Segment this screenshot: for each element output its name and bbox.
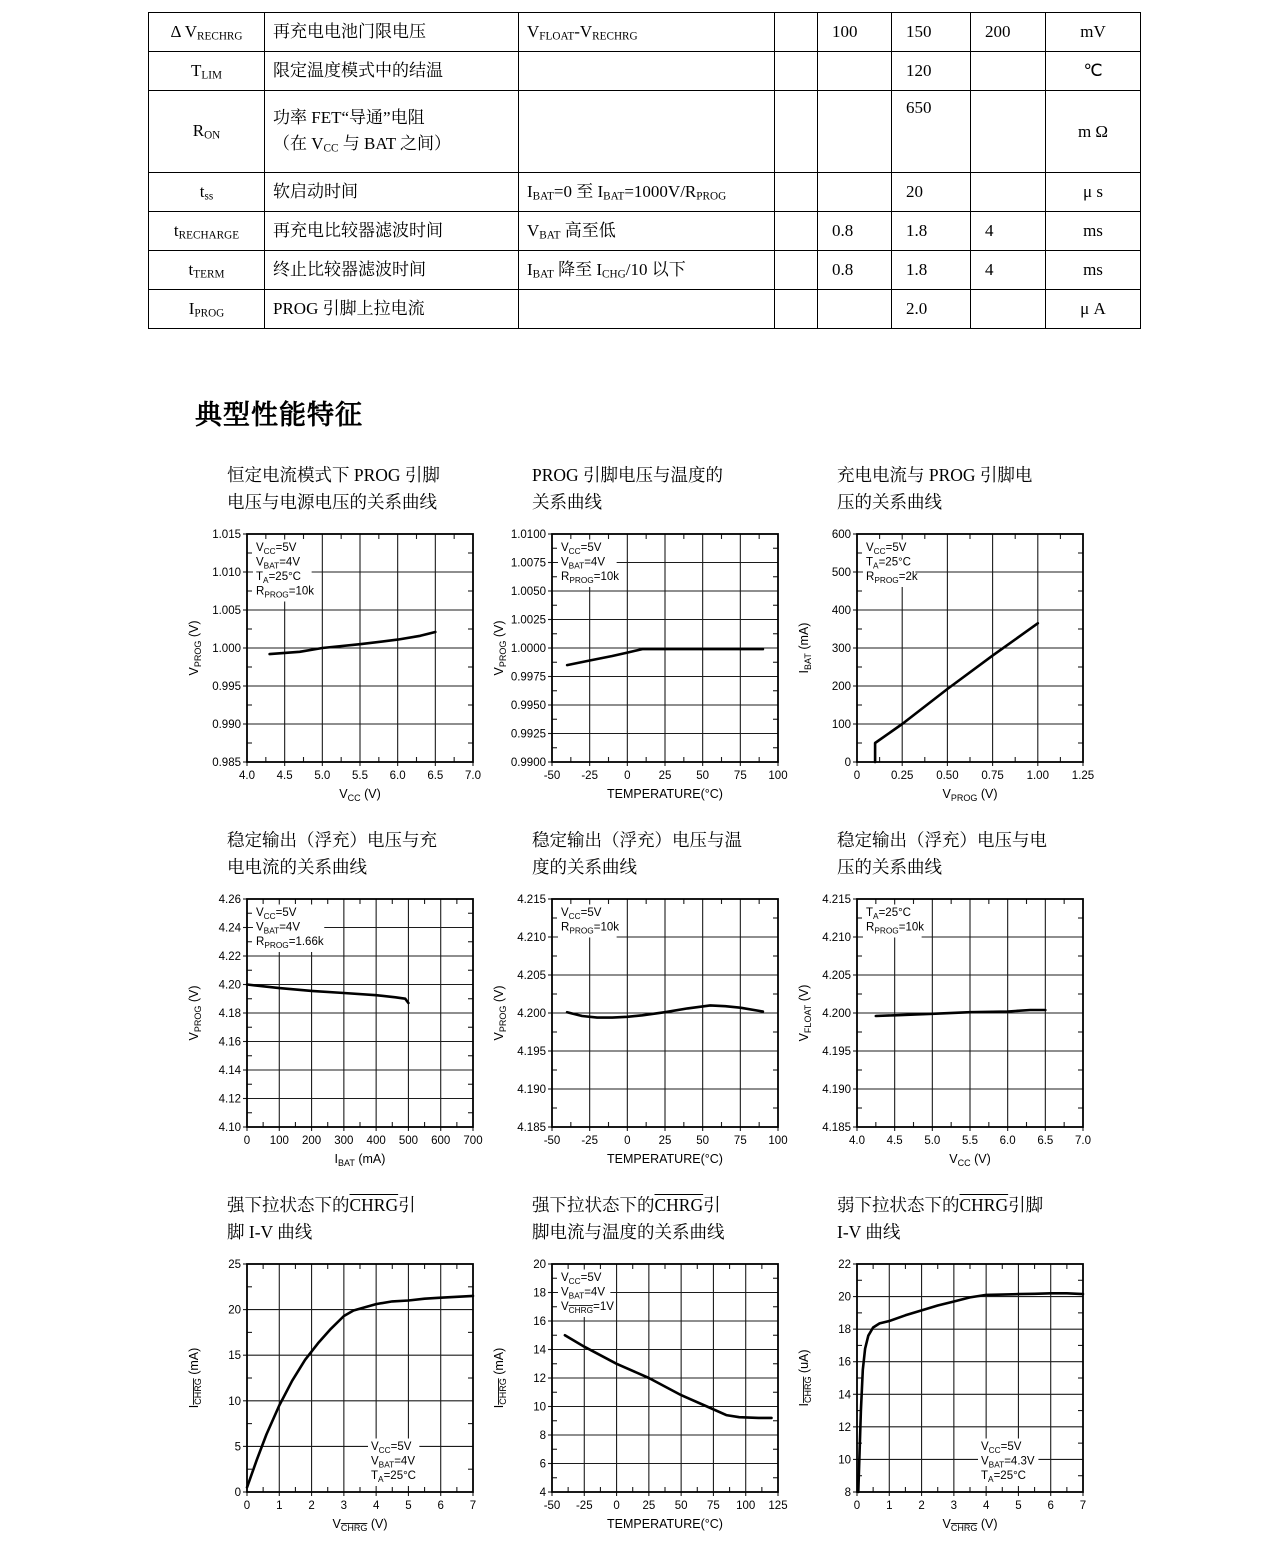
svg-text:50: 50 bbox=[696, 1135, 710, 1147]
svg-text:VBAT=4V: $V_{BAT}=4V$ bbox=[371, 1455, 415, 1470]
svg-text:0: 0 bbox=[243, 1500, 251, 1512]
svg-text:75: 75 bbox=[733, 770, 747, 782]
parameter-cell: 限定温度模式中的结温 bbox=[265, 52, 519, 91]
svg-text:4.18: 4.18 bbox=[218, 1008, 241, 1020]
section-title: 典型性能特征 bbox=[195, 400, 363, 430]
svg-text:10: 10 bbox=[533, 1401, 546, 1414]
parameter-cell: 再充电电池门限电压 bbox=[265, 13, 519, 52]
parameter-cell: 软启动时间 bbox=[265, 173, 519, 212]
svg-text:4.0: 4.0 bbox=[239, 770, 255, 782]
svg-text:5.0: 5.0 bbox=[924, 1135, 941, 1147]
svg-text:1.000: 1.000 bbox=[212, 643, 241, 655]
svg-text:VCC=5V: $V_{CC}=5V$ bbox=[561, 907, 602, 921]
svg-text:4.20: 4.20 bbox=[218, 979, 241, 992]
svg-text:20: 20 bbox=[838, 1291, 851, 1304]
svg-text:100: 100 bbox=[768, 1135, 788, 1147]
typ-cell: 650 bbox=[892, 91, 971, 173]
svg-text:4: 4 bbox=[982, 1500, 990, 1512]
unit-cell: μ s bbox=[1046, 173, 1141, 212]
svg-text:16: 16 bbox=[838, 1356, 851, 1369]
svg-text:0: 0 bbox=[853, 1500, 861, 1512]
charts-grid bbox=[185, 462, 1288, 1557]
svg-text:100: 100 bbox=[269, 1135, 289, 1147]
svg-text:1: 1 bbox=[886, 1500, 893, 1512]
table-row bbox=[149, 173, 1141, 212]
spacer-cell bbox=[775, 212, 818, 251]
unit-cell: mV bbox=[1046, 13, 1141, 52]
max-cell bbox=[971, 91, 1046, 173]
svg-text:ICHRG (mA): $I_{CHRG}$ (mA) bbox=[492, 1347, 508, 1409]
svg-text:0: 0 bbox=[243, 1135, 251, 1147]
svg-text:VPROG (V): $V_{PROG}$ (V) bbox=[942, 787, 998, 803]
svg-text:VCC=5V: $V_{CC}=5V$ bbox=[866, 542, 907, 556]
svg-text:0.50: 0.50 bbox=[936, 770, 959, 782]
svg-text:7: 7 bbox=[1079, 1500, 1087, 1512]
svg-text:-25: -25 bbox=[581, 1135, 598, 1147]
svg-text:25: 25 bbox=[228, 1259, 241, 1271]
svg-text:8: 8 bbox=[844, 1487, 851, 1499]
symbol-cell: $t_{TERM}$ bbox=[149, 251, 265, 290]
min-cell bbox=[818, 290, 892, 329]
max-cell: 4 bbox=[971, 212, 1046, 251]
svg-text:5: 5 bbox=[234, 1441, 241, 1454]
svg-text:0.75: 0.75 bbox=[981, 770, 1004, 782]
parameter-cell: 终止比较器滤波时间 bbox=[265, 251, 519, 290]
svg-text:6.0: 6.0 bbox=[389, 770, 406, 782]
svg-text:TA=25°C: $T_A=25^\circ C$ bbox=[981, 1470, 1026, 1484]
svg-text:VCC=5V: $V_{CC}=5V$ bbox=[371, 1441, 412, 1455]
table-row bbox=[149, 251, 1141, 290]
svg-text:2: 2 bbox=[918, 1500, 925, 1512]
svg-text:VCC=5V: $V_{CC}=5V$ bbox=[561, 1272, 602, 1286]
table-row bbox=[149, 91, 1141, 173]
svg-text:VPROG (V): $V_{PROG}$ (V) bbox=[492, 985, 508, 1041]
svg-text:4.210: 4.210 bbox=[517, 932, 546, 944]
svg-text:75: 75 bbox=[733, 1135, 747, 1147]
svg-text:ICHRG (uA): $I_{CHRG}$ (uA) bbox=[797, 1349, 813, 1407]
svg-text:IBAT (mA): $I_{BAT}$ (mA) bbox=[797, 622, 813, 674]
svg-text:RPROG=10k: $R_{PROG}=10k$ bbox=[561, 921, 620, 936]
svg-text:1.015: 1.015 bbox=[212, 529, 241, 541]
svg-text:1.0100: 1.0100 bbox=[510, 529, 546, 541]
svg-text:-25: -25 bbox=[581, 770, 598, 782]
unit-cell: μ A bbox=[1046, 290, 1141, 329]
svg-text:TEMPERATURE(°C): TEMPERATURE(°C) bbox=[607, 787, 723, 801]
svg-text:4.215: 4.215 bbox=[517, 894, 546, 906]
svg-text:2: 2 bbox=[308, 1500, 315, 1512]
chart-plot bbox=[490, 524, 790, 806]
svg-text:16: 16 bbox=[533, 1316, 546, 1328]
svg-text:4.10: 4.10 bbox=[218, 1122, 241, 1134]
svg-text:VBAT=4V: $V_{BAT}=4V$ bbox=[561, 556, 605, 571]
svg-text:0.9925: 0.9925 bbox=[510, 728, 546, 741]
table-row bbox=[149, 13, 1141, 52]
svg-text:0: 0 bbox=[853, 770, 861, 782]
max-cell bbox=[971, 173, 1046, 212]
svg-text:VPROG (V): $V_{PROG}$ (V) bbox=[187, 620, 203, 676]
typ-cell: 2.0 bbox=[892, 290, 971, 329]
svg-text:1.00: 1.00 bbox=[1026, 770, 1049, 782]
svg-text:0: 0 bbox=[844, 757, 851, 769]
unit-cell: m Ω bbox=[1046, 91, 1141, 173]
svg-text:VBAT=4.3V: $V_{BAT}=4.3V$ bbox=[981, 1455, 1035, 1470]
chart-cell-8 bbox=[490, 1192, 795, 1541]
conditions-cell bbox=[519, 91, 775, 173]
svg-text:TA=25°C: $T_A=25^\circ C$ bbox=[371, 1470, 416, 1484]
symbol-cell: $t_{RECHARGE}$ bbox=[149, 212, 265, 251]
svg-text:20: 20 bbox=[533, 1259, 546, 1271]
table-row bbox=[149, 212, 1141, 251]
svg-text:4.190: 4.190 bbox=[822, 1084, 851, 1096]
svg-text:VCC=5V: $V_{CC}=5V$ bbox=[256, 542, 297, 556]
svg-text:0.995: 0.995 bbox=[212, 681, 241, 693]
chart-plot bbox=[795, 1254, 1095, 1536]
svg-text:12: 12 bbox=[533, 1373, 546, 1385]
svg-text:12: 12 bbox=[838, 1421, 851, 1434]
spacer-cell bbox=[775, 13, 818, 52]
svg-text:14: 14 bbox=[533, 1344, 546, 1357]
svg-text:18: 18 bbox=[838, 1324, 851, 1337]
max-cell: 200 bbox=[971, 13, 1046, 52]
conditions-cell: $I_{BAT}$ 降至 $I_{CHG}/10$ 以下 bbox=[519, 251, 775, 290]
chart-cell-1 bbox=[185, 462, 490, 811]
svg-text:4.185: 4.185 bbox=[822, 1122, 851, 1134]
svg-text:-25: -25 bbox=[575, 1500, 593, 1512]
svg-text:0.25: 0.25 bbox=[891, 770, 914, 782]
min-cell bbox=[818, 52, 892, 91]
svg-text:6: 6 bbox=[539, 1458, 546, 1471]
svg-text:VPROG (V): $V_{PROG}$ (V) bbox=[187, 985, 203, 1041]
svg-text:TA=25°C: $T_A=25^\circ C$ bbox=[256, 571, 301, 585]
typ-cell: 1.8 bbox=[892, 251, 971, 290]
svg-text:5.5: 5.5 bbox=[962, 1135, 978, 1147]
svg-text:5.0: 5.0 bbox=[314, 770, 331, 782]
symbol-cell: $t_{ss}$ bbox=[149, 173, 265, 212]
spacer-cell bbox=[775, 52, 818, 91]
svg-text:300: 300 bbox=[334, 1135, 354, 1147]
parameter-cell: 功率 FET“导通”电阻 （在 $V_{CC}$ 与 BAT 之间） bbox=[265, 91, 519, 173]
typ-cell: 120 bbox=[892, 52, 971, 91]
svg-text:4.0: 4.0 bbox=[849, 1135, 865, 1147]
svg-text:500: 500 bbox=[831, 567, 851, 579]
conditions-cell: $V_{FLOAT}-V_{RECHRG}$ bbox=[519, 13, 775, 52]
svg-text:VCC=5V: $V_{CC}=5V$ bbox=[981, 1441, 1022, 1455]
symbol-cell: Δ $V_{RECHRG}$ bbox=[149, 13, 265, 52]
svg-text:6.0: 6.0 bbox=[999, 1135, 1016, 1147]
svg-text:0: 0 bbox=[624, 1135, 631, 1147]
unit-cell: ms bbox=[1046, 251, 1141, 290]
conditions-cell bbox=[519, 290, 775, 329]
svg-text:5.5: 5.5 bbox=[352, 770, 368, 782]
svg-text:0.9975: 0.9975 bbox=[510, 671, 546, 684]
svg-text:4.205: 4.205 bbox=[822, 970, 851, 982]
svg-text:RPROG=2k: $R_{PROG}=2k$ bbox=[866, 571, 918, 585]
symbol-cell: $T_{LIM}$ bbox=[149, 52, 265, 91]
svg-text:4.215: 4.215 bbox=[822, 894, 851, 906]
svg-text:1.005: 1.005 bbox=[212, 605, 241, 617]
svg-text:0.990: 0.990 bbox=[212, 719, 241, 731]
svg-text:4.195: 4.195 bbox=[822, 1046, 851, 1058]
chart-title: PROG 引脚电压与温度的 关系曲线 bbox=[532, 465, 724, 512]
svg-text:4.12: 4.12 bbox=[218, 1093, 241, 1106]
typ-cell: 20 bbox=[892, 173, 971, 212]
svg-text:18: 18 bbox=[533, 1287, 546, 1300]
svg-text:1.0075: 1.0075 bbox=[510, 557, 546, 570]
svg-text:600: 600 bbox=[431, 1135, 451, 1147]
svg-text:4.195: 4.195 bbox=[517, 1046, 546, 1058]
svg-text:RPROG=10k: $R_{PROG}=10k$ bbox=[256, 585, 315, 600]
svg-text:ICHRG (mA): $I_{CHRG}$ (mA) bbox=[187, 1347, 203, 1409]
svg-text:VCC (V): $V_{CC}$ (V) bbox=[949, 1152, 991, 1168]
chart-plot bbox=[795, 889, 1095, 1171]
symbol-cell: $I_{PROG}$ bbox=[149, 290, 265, 329]
svg-text:VCC=5V: $V_{CC}=5V$ bbox=[561, 542, 602, 556]
svg-text:4.200: 4.200 bbox=[517, 1008, 546, 1020]
svg-text:1.0000: 1.0000 bbox=[510, 643, 546, 655]
chart-cell-6 bbox=[795, 827, 1100, 1176]
chart-title: 恒定电流模式下 PROG 引脚 电压与电源电压的关系曲线 bbox=[227, 465, 440, 512]
svg-text:VCHRG (V): $V_{CHRG}$ (V) bbox=[942, 1517, 998, 1533]
svg-text:RPROG=10k: $R_{PROG}=10k$ bbox=[866, 921, 925, 936]
chart-plot bbox=[185, 889, 485, 1171]
svg-text:VCC (V): $V_{CC}$ (V) bbox=[339, 787, 381, 803]
svg-text:75: 75 bbox=[707, 1500, 720, 1512]
svg-text:1.010: 1.010 bbox=[212, 567, 241, 579]
chart-title: 强下拉状态下的CHRG引 脚 I-V 曲线 bbox=[227, 1195, 416, 1242]
min-cell bbox=[818, 91, 892, 173]
spacer-cell bbox=[775, 251, 818, 290]
svg-text:125: 125 bbox=[768, 1500, 788, 1512]
svg-text:0: 0 bbox=[234, 1487, 241, 1499]
chart-plot bbox=[795, 524, 1095, 806]
svg-text:4.200: 4.200 bbox=[822, 1008, 851, 1020]
min-cell: 0.8 bbox=[818, 251, 892, 290]
unit-cell: ms bbox=[1046, 212, 1141, 251]
unit-cell: ℃ bbox=[1046, 52, 1141, 91]
svg-text:0.9900: 0.9900 bbox=[510, 757, 546, 769]
svg-text:7.0: 7.0 bbox=[1075, 1135, 1091, 1147]
spacer-cell bbox=[775, 91, 818, 173]
symbol-cell: $R_{ON}$ bbox=[149, 91, 265, 173]
svg-text:RPROG=10k: $R_{PROG}=10k$ bbox=[561, 571, 620, 585]
svg-text:7: 7 bbox=[469, 1500, 477, 1512]
table-row bbox=[149, 52, 1141, 91]
chart-title: 稳定输出（浮充）电压与电 压的关系曲线 bbox=[837, 830, 1047, 877]
svg-text:300: 300 bbox=[831, 643, 851, 655]
svg-text:25: 25 bbox=[658, 1135, 672, 1147]
svg-text:5: 5 bbox=[405, 1500, 412, 1512]
svg-text:TEMPERATURE(°C): TEMPERATURE(°C) bbox=[607, 1152, 723, 1166]
chart-title: 充电电流与 PROG 引脚电 压的关系曲线 bbox=[837, 465, 1033, 512]
svg-text:1: 1 bbox=[276, 1500, 283, 1512]
svg-text:100: 100 bbox=[768, 770, 788, 782]
svg-text:VPROG (V): $V_{PROG}$ (V) bbox=[492, 620, 508, 676]
svg-text:10: 10 bbox=[838, 1454, 851, 1467]
svg-text:8: 8 bbox=[539, 1430, 546, 1442]
svg-text:25: 25 bbox=[658, 770, 672, 782]
svg-text:4.205: 4.205 bbox=[517, 970, 546, 982]
svg-text:0.985: 0.985 bbox=[212, 757, 241, 769]
svg-text:TA=25°C: $T_A=25^\circ C$ bbox=[866, 907, 911, 921]
svg-text:4.24: 4.24 bbox=[218, 922, 241, 935]
svg-text:4.14: 4.14 bbox=[218, 1065, 241, 1077]
chart-title: 稳定输出（浮充）电压与充 电电流的关系曲线 bbox=[227, 830, 437, 877]
svg-text:4.16: 4.16 bbox=[218, 1036, 241, 1049]
svg-text:6: 6 bbox=[1047, 1500, 1054, 1512]
svg-text:100: 100 bbox=[736, 1500, 756, 1512]
chart-cell-9 bbox=[795, 1192, 1100, 1541]
chart-title: 弱下拉状态下的CHRG引脚 I-V 曲线 bbox=[837, 1195, 1044, 1242]
svg-text:VFLOAT (V): $V_{FLOAT}$ (V) bbox=[797, 984, 813, 1042]
typ-cell: 150 bbox=[892, 13, 971, 52]
chart-cell-3 bbox=[795, 462, 1100, 811]
max-cell bbox=[971, 52, 1046, 91]
svg-text:600: 600 bbox=[831, 529, 851, 541]
max-cell bbox=[971, 290, 1046, 329]
typ-cell: 1.8 bbox=[892, 212, 971, 251]
chart-plot bbox=[185, 524, 485, 806]
svg-text:10: 10 bbox=[228, 1395, 241, 1408]
svg-text:VBAT=4V: $V_{BAT}=4V$ bbox=[561, 1286, 605, 1301]
svg-text:200: 200 bbox=[831, 681, 851, 693]
spacer-cell bbox=[775, 290, 818, 329]
svg-text:0: 0 bbox=[613, 1500, 620, 1512]
svg-text:6.5: 6.5 bbox=[1037, 1135, 1054, 1147]
chart-title: 稳定输出（浮充）电压与温 度的关系曲线 bbox=[532, 830, 742, 877]
svg-text:50: 50 bbox=[674, 1500, 688, 1512]
svg-text:200: 200 bbox=[301, 1135, 322, 1147]
svg-text:VCHRG=1V: $V_{CHRG}=1V$ bbox=[561, 1301, 614, 1315]
svg-text:0.9950: 0.9950 bbox=[510, 700, 546, 712]
svg-text:VCHRG (V): $V_{CHRG}$ (V) bbox=[332, 1517, 388, 1533]
svg-text:0: 0 bbox=[624, 770, 631, 782]
svg-text:1.0050: 1.0050 bbox=[510, 586, 546, 598]
svg-text:4: 4 bbox=[539, 1487, 546, 1499]
svg-text:1.0025: 1.0025 bbox=[510, 614, 546, 627]
conditions-cell: $I_{BAT}=0$ 至 $I_{BAT}=1000V/R_{PROG}$ bbox=[519, 173, 775, 212]
svg-text:4.22: 4.22 bbox=[218, 951, 241, 963]
svg-text:-50: -50 bbox=[543, 770, 561, 782]
chart-cell-5 bbox=[490, 827, 795, 1176]
svg-text:3: 3 bbox=[340, 1500, 348, 1512]
svg-text:25: 25 bbox=[642, 1500, 656, 1512]
svg-text:400: 400 bbox=[366, 1135, 386, 1147]
svg-text:5: 5 bbox=[1015, 1500, 1022, 1512]
svg-text:6: 6 bbox=[437, 1500, 444, 1512]
electrical-characteristics-table bbox=[148, 12, 1141, 329]
svg-text:4: 4 bbox=[372, 1500, 380, 1512]
parameter-cell: PROG 引脚上拉电流 bbox=[265, 290, 519, 329]
conditions-cell bbox=[519, 52, 775, 91]
svg-text:400: 400 bbox=[831, 605, 851, 617]
svg-text:500: 500 bbox=[398, 1135, 419, 1147]
svg-text:-50: -50 bbox=[543, 1500, 561, 1512]
svg-text:7.0: 7.0 bbox=[465, 770, 481, 782]
svg-text:700: 700 bbox=[463, 1135, 483, 1147]
min-cell: 0.8 bbox=[818, 212, 892, 251]
svg-text:TEMPERATURE(°C): TEMPERATURE(°C) bbox=[607, 1517, 723, 1531]
chart-cell-4 bbox=[185, 827, 490, 1176]
table-row bbox=[149, 290, 1141, 329]
min-cell bbox=[818, 173, 892, 212]
svg-text:100: 100 bbox=[831, 719, 851, 731]
svg-text:VBAT=4V: $V_{BAT}=4V$ bbox=[256, 556, 300, 571]
svg-text:VCC=5V: $V_{CC}=5V$ bbox=[256, 907, 297, 921]
svg-text:IBAT (mA): $I_{BAT}$ (mA) bbox=[334, 1152, 386, 1168]
svg-text:1.25: 1.25 bbox=[1071, 770, 1095, 782]
conditions-cell: $V_{BAT}$ 高至低 bbox=[519, 212, 775, 251]
svg-text:20: 20 bbox=[228, 1304, 241, 1317]
max-cell: 4 bbox=[971, 251, 1046, 290]
svg-text:4.5: 4.5 bbox=[276, 770, 293, 782]
svg-text:RPROG=1.66k: $R_{PROG}=1.66k$ bbox=[256, 936, 324, 950]
svg-text:15: 15 bbox=[228, 1350, 241, 1363]
svg-text:4.210: 4.210 bbox=[822, 932, 851, 944]
spec-table-body bbox=[149, 13, 1141, 329]
parameter-cell: 再充电比较器滤波时间 bbox=[265, 212, 519, 251]
svg-text:-50: -50 bbox=[543, 1135, 561, 1147]
svg-text:3: 3 bbox=[950, 1500, 958, 1512]
chart-plot bbox=[490, 889, 790, 1171]
chart-title: 强下拉状态下的CHRG引 脚电流与温度的关系曲线 bbox=[532, 1195, 725, 1242]
chart-cell-2 bbox=[490, 462, 795, 811]
svg-text:50: 50 bbox=[696, 770, 710, 782]
svg-text:4.190: 4.190 bbox=[517, 1084, 546, 1096]
svg-text:22: 22 bbox=[838, 1259, 851, 1271]
chart-plot bbox=[490, 1254, 790, 1536]
svg-text:4.5: 4.5 bbox=[886, 1135, 903, 1147]
svg-text:14: 14 bbox=[838, 1389, 851, 1402]
svg-text:6.5: 6.5 bbox=[427, 770, 444, 782]
chart-cell-7 bbox=[185, 1192, 490, 1541]
spacer-cell bbox=[775, 173, 818, 212]
min-cell: 100 bbox=[818, 13, 892, 52]
svg-text:TA=25°C: $T_A=25^\circ C$ bbox=[866, 556, 911, 571]
svg-text:4.26: 4.26 bbox=[218, 894, 241, 906]
svg-text:4.185: 4.185 bbox=[517, 1122, 546, 1134]
svg-text:VBAT=4V: $V_{BAT}=4V$ bbox=[256, 921, 300, 936]
chart-plot bbox=[185, 1254, 485, 1536]
